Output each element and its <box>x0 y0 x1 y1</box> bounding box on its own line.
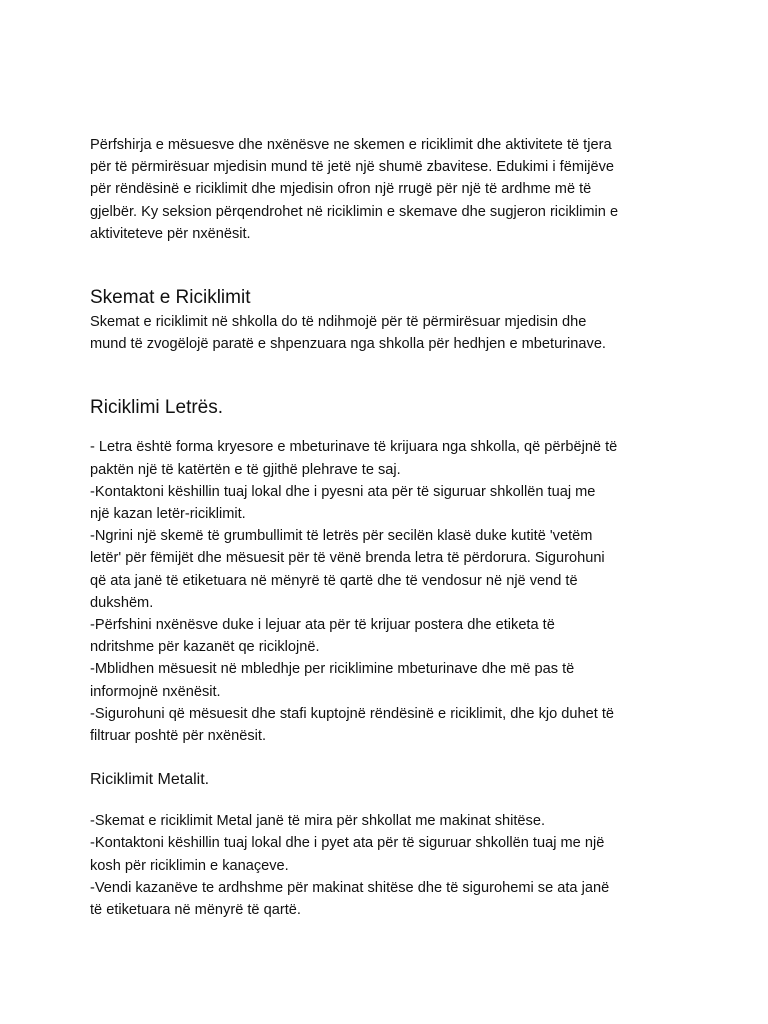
section-heading-metalit: Riciklimit Metalit. <box>90 771 210 789</box>
section-heading-skemat: Skemat e Riciklimit <box>90 287 251 309</box>
section-body-metalit: -Skemat e riciklimit Metal janë të mira për shkollat me makinat shitëse. -Kontaktoni këshillin tuaj lokal dhe i pyet ata për të siguruar shkollën tuaj me një kosh për riciklimin e kanaçeve. -Vendi kazanëve te ardhshme për makinat shitëse dhe të sigurohemi se ata janë të etiketuara në mënyrë të qartë. <box>90 813 610 919</box>
document-content <box>90 134 690 921</box>
intro-paragraph: Përfshirja e mësuesve dhe nxënësve ne skemen e riciklimit dhe aktivitete të tjera për të përmirësuar mjedisin mund të jetë një shumë zbavitese. Edukimi i fëmijëve për rëndësinë e riciklimit dhe mjedisin ofron një rrugë për një të ardhme më të gjelbër. Ky seksion përqendrohet në riciklimin e skemave dhe sugjeron riciklimin e aktiviteteve për nxënësit. <box>90 137 619 242</box>
section-body-letres: - Letra është forma kryesore e mbeturinave të krijuara nga shkolla, që përbëjnë të paktën një të katërtën e të gjithë plehrave te saj. -Kontaktoni këshillin tuaj lokal dhe i pyesni ata për të siguruar shkollën tuaj me një kazan letër-riciklimit. -Ngrini një skemë të grumbullimit të letrës për secilën klasë duke kutitë 'vetëm letër' për fëmijët dhe mësuesit për të vënë brenda letra të përdorura. Sigurohuni që ata janë të etiketuara në mënyrë të qartë dhe të vendosur në një vend të dukshëm. -Përfshini nxënësve duke i lejuar ata për të krijuar postera dhe etiketa të ndritshme për kazanët qe riciklojnë. -Mblidhen mësuesit në mbledhje per riciklimine mbeturinave dhe më pas të informojnë nxënësit. -Sigurohuni që mësuesit dhe stafi kuptojnë rëndësinë e riciklimit, dhe kjo duhet të filtruar poshtë për nxënësit. <box>90 439 618 745</box>
section-body-skemat: Skemat e riciklimit në shkolla do të ndihmojë për të përmirësuar mjedisin dhe mund të zvogëlojë paratë e shpenzuara nga shkolla për hedhjen e mbeturinave. <box>90 314 606 353</box>
section-heading-letres: Riciklimi Letrës. <box>90 397 224 419</box>
